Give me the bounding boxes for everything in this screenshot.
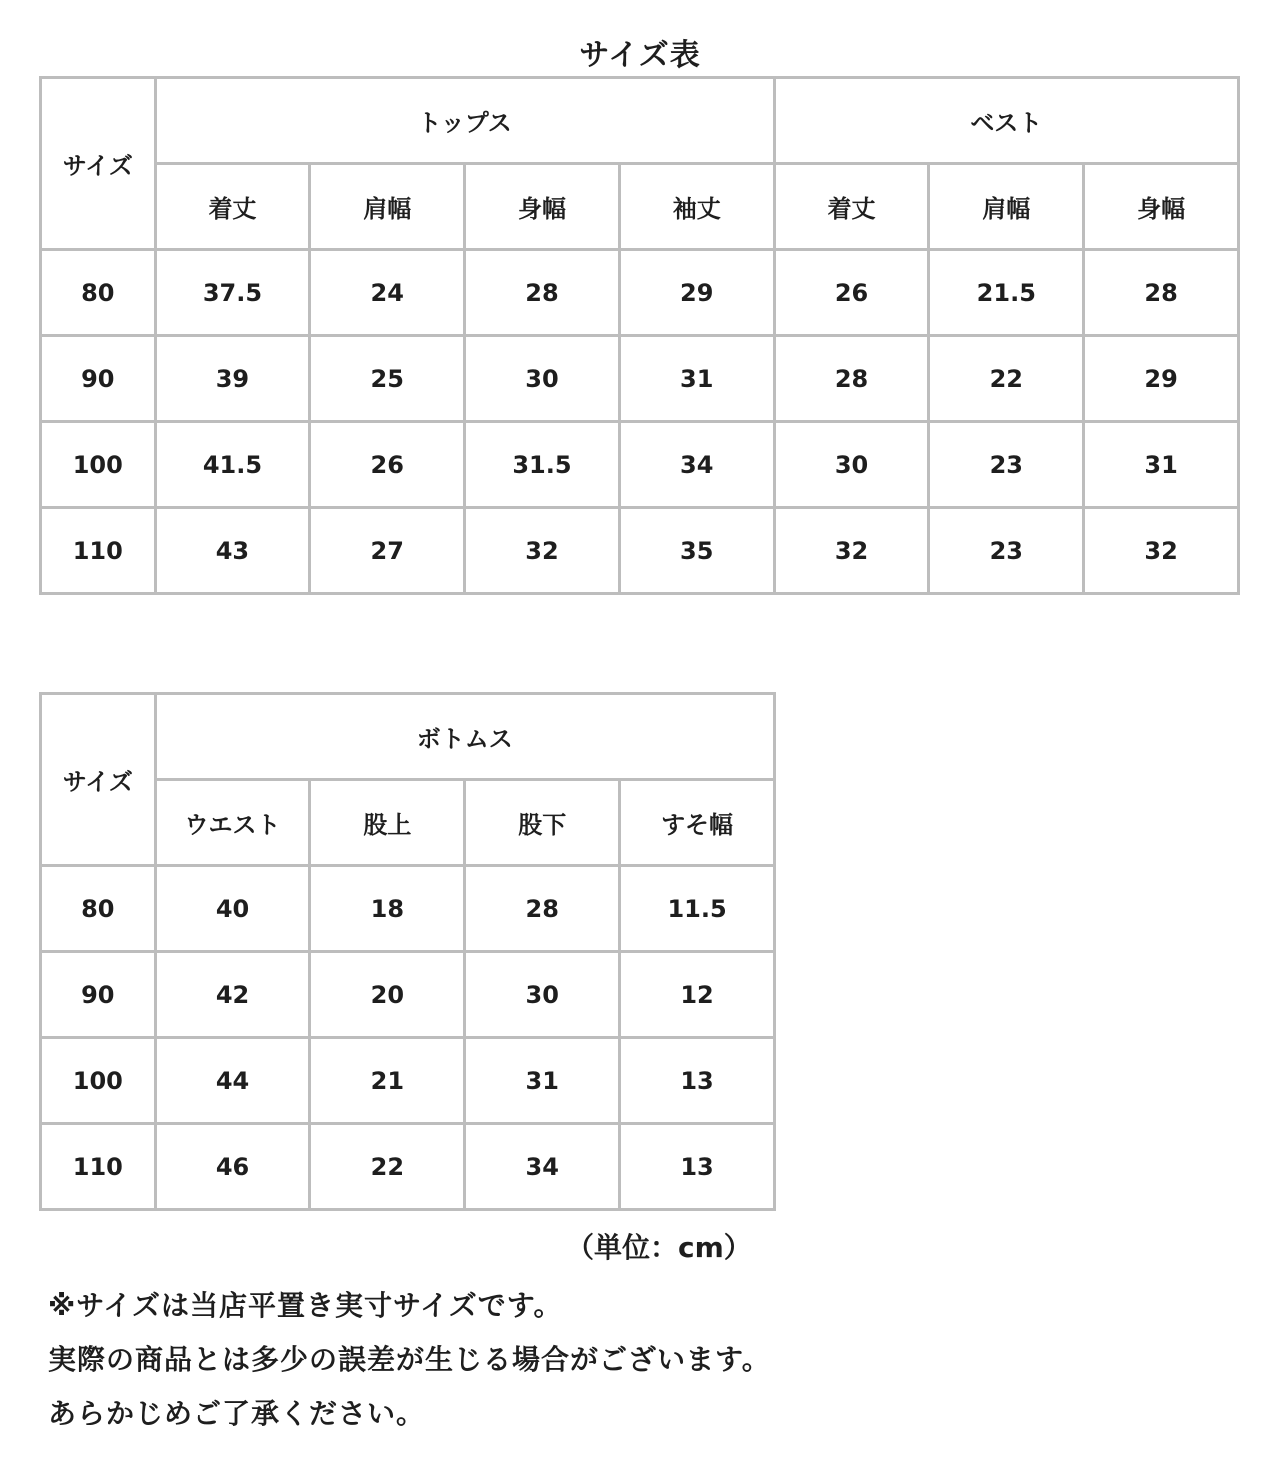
value-cell: 31.5 <box>465 422 620 508</box>
size-table-tops-vest <box>39 76 1240 595</box>
value-cell: 32 <box>1084 508 1239 594</box>
size-cell: 100 <box>41 422 156 508</box>
column-header: 身幅 <box>1084 164 1239 250</box>
table-row <box>41 336 1239 422</box>
note-line: ※サイズは当店平置き実寸サイズです。 <box>48 1289 563 1322</box>
column-header: 肩幅 <box>310 164 465 250</box>
size-cell: 90 <box>41 336 156 422</box>
table-row <box>41 422 1239 508</box>
value-cell: 22 <box>929 336 1084 422</box>
value-cell: 13 <box>620 1124 775 1210</box>
column-header: すそ幅 <box>620 780 775 866</box>
unit-note: （単位：cm） <box>566 1231 752 1264</box>
size-table-bottoms <box>39 692 776 1211</box>
value-cell: 35 <box>619 508 774 594</box>
value-cell: 24 <box>310 250 465 336</box>
value-cell: 26 <box>310 422 465 508</box>
size-cell: 80 <box>41 866 156 952</box>
value-cell: 28 <box>465 866 620 952</box>
value-cell: 46 <box>155 1124 310 1210</box>
value-cell: 31 <box>465 1038 620 1124</box>
column-header: 肩幅 <box>929 164 1084 250</box>
note-line: 実際の商品とは多少の誤差が生じる場合がございます。 <box>48 1343 771 1376</box>
value-cell: 23 <box>929 422 1084 508</box>
note-line: あらかじめご了承ください。 <box>48 1397 426 1430</box>
size-cell: 80 <box>41 250 156 336</box>
column-header: 袖丈 <box>619 164 774 250</box>
size-cell: 100 <box>41 1038 156 1124</box>
value-cell: 32 <box>465 508 620 594</box>
table-row <box>41 250 1239 336</box>
table-row <box>41 866 775 952</box>
column-header: 股下 <box>465 780 620 866</box>
value-cell: 40 <box>155 866 310 952</box>
value-cell: 23 <box>929 508 1084 594</box>
value-cell: 31 <box>619 336 774 422</box>
value-cell: 30 <box>774 422 929 508</box>
value-cell: 26 <box>774 250 929 336</box>
table-row <box>41 508 1239 594</box>
table-row <box>41 952 775 1038</box>
column-header: 着丈 <box>774 164 929 250</box>
table-row <box>41 1038 775 1124</box>
value-cell: 27 <box>310 508 465 594</box>
value-cell: 12 <box>620 952 775 1038</box>
group-header-tops: トップス <box>155 78 774 164</box>
value-cell: 31 <box>1084 422 1239 508</box>
value-cell: 30 <box>465 952 620 1038</box>
value-cell: 11.5 <box>620 866 775 952</box>
value-cell: 34 <box>465 1124 620 1210</box>
value-cell: 44 <box>155 1038 310 1124</box>
page-title: サイズ表 <box>579 38 701 73</box>
value-cell: 28 <box>1084 250 1239 336</box>
group-header-vest: ベスト <box>774 78 1238 164</box>
column-header: 着丈 <box>155 164 310 250</box>
value-cell: 20 <box>310 952 465 1038</box>
table-row <box>41 1124 775 1210</box>
value-cell: 32 <box>774 508 929 594</box>
size-cell: 110 <box>41 508 156 594</box>
value-cell: 13 <box>620 1038 775 1124</box>
value-cell: 25 <box>310 336 465 422</box>
value-cell: 21 <box>310 1038 465 1124</box>
column-header: 股上 <box>310 780 465 866</box>
value-cell: 30 <box>465 336 620 422</box>
group-header-bottoms: ボトムス <box>155 694 774 780</box>
value-cell: 28 <box>465 250 620 336</box>
size-cell: 90 <box>41 952 156 1038</box>
value-cell: 42 <box>155 952 310 1038</box>
value-cell: 34 <box>619 422 774 508</box>
value-cell: 39 <box>155 336 310 422</box>
value-cell: 21.5 <box>929 250 1084 336</box>
column-header: 身幅 <box>465 164 620 250</box>
value-cell: 29 <box>1084 336 1239 422</box>
value-cell: 29 <box>619 250 774 336</box>
value-cell: 37.5 <box>155 250 310 336</box>
column-header: ウエスト <box>155 780 310 866</box>
size-header: サイズ <box>41 694 156 866</box>
value-cell: 41.5 <box>155 422 310 508</box>
value-cell: 28 <box>774 336 929 422</box>
size-header: サイズ <box>41 78 156 250</box>
value-cell: 43 <box>155 508 310 594</box>
value-cell: 22 <box>310 1124 465 1210</box>
value-cell: 18 <box>310 866 465 952</box>
size-cell: 110 <box>41 1124 156 1210</box>
